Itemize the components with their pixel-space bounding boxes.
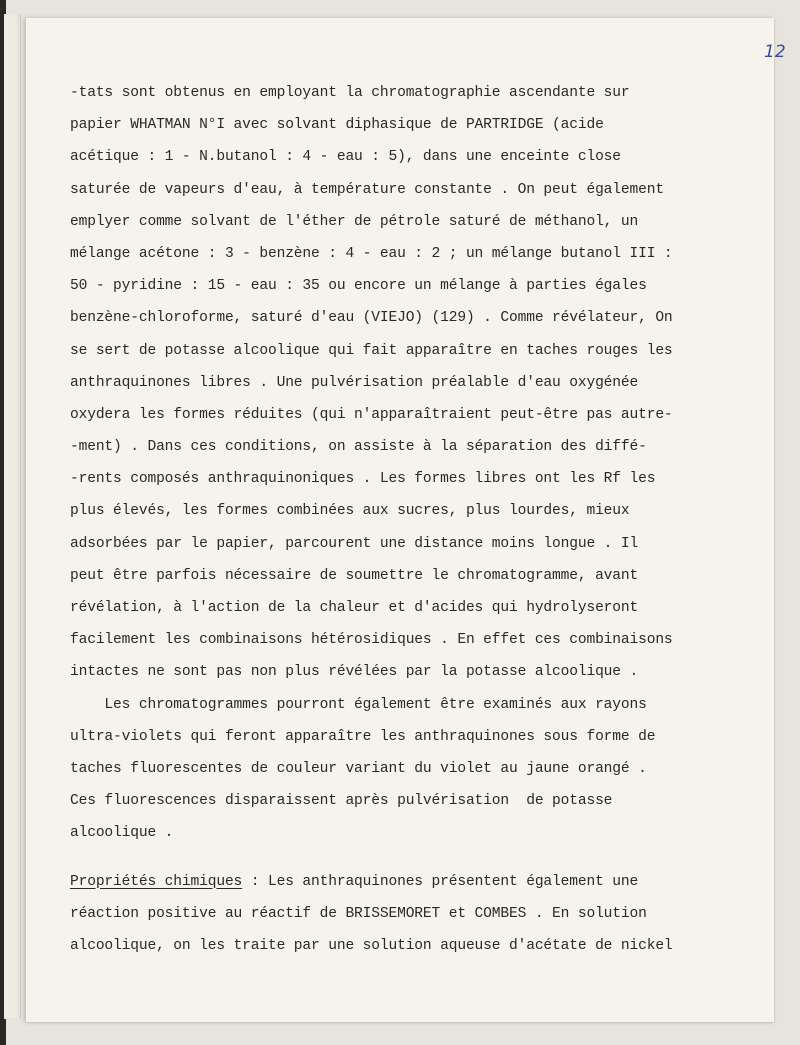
text-line: peut être parfois nécessaire de soumettre le chromatogramme, avant <box>70 567 639 584</box>
section-first-line-text: : Les anthraquinones présentent également une <box>242 873 639 890</box>
paragraph-gap <box>70 850 750 866</box>
text-line: alcoolique . <box>70 825 174 842</box>
text-line: réaction positive au réactif de BRISSEMORET et COMBES . En solution <box>70 905 647 922</box>
text-line: -ment) . Dans ces conditions, on assiste à la séparation des diffé- <box>70 439 647 456</box>
text-line: adsorbées par le papier, parcourent une distance moins longue . Il <box>70 535 639 552</box>
text-line: intactes ne sont pas non plus révélées par la potasse alcoolique . <box>70 664 639 681</box>
paragraph-1 <box>70 77 750 689</box>
text-line: emplyer comme solvant de l'éther de pétrole saturé de méthanol, un <box>70 213 639 230</box>
paragraph-2 <box>70 689 750 850</box>
page-number: 12 <box>764 42 786 62</box>
text-line: mélange acétone : 3 - benzène : 4 - eau : 2 ; un mélange butanol III : <box>70 245 673 262</box>
text-line: 50 - pyridine : 15 - eau : 35 ou encore un mélange à parties égales <box>70 278 647 295</box>
text-line: anthraquinones libres . Une pulvérisation préalable d'eau oxygénée <box>70 374 639 391</box>
text-line: papier WHATMAN N°I avec solvant diphasique de PARTRIDGE (acide <box>70 117 604 134</box>
text-line: -rents composés anthraquinoniques . Les formes libres ont les Rf les <box>70 471 656 488</box>
text-line: se sert de potasse alcoolique qui fait apparaître en taches rouges les <box>70 342 673 359</box>
section-heading-line <box>70 866 750 898</box>
text-line: benzène-chloroforme, saturé d'eau (VIEJO) (129) . Comme révélateur, On <box>70 310 673 327</box>
text-line: taches fluorescentes de couleur variant du violet au jaune orangé . <box>70 760 647 777</box>
text-line: Les chromatogrammes pourront également être examinés aux rayons <box>70 696 647 713</box>
text-line: ultra-violets qui feront apparaître les anthraquinones sous forme de <box>70 728 656 745</box>
text-line: saturée de vapeurs d'eau, à température constante . On peut également <box>70 181 664 198</box>
text-line: Ces fluorescences disparaissent après pulvérisation de potasse <box>70 793 613 810</box>
section-title: Propriétés chimiques <box>70 873 243 890</box>
text-line: plus élevés, les formes combinées aux sucres, plus lourdes, mieux <box>70 503 630 520</box>
text-line: -tats sont obtenus en employant la chromatographie ascendante sur <box>70 85 630 101</box>
text-line: alcoolique, on les traite par une solution aqueuse d'acétate de nickel <box>70 937 673 954</box>
text-line: facilement les combinaisons hétérosidiques . En effet ces combinaisons <box>70 632 673 649</box>
typed-text-body <box>70 77 750 962</box>
section-chemical-properties <box>70 866 750 963</box>
previous-page-edge <box>4 14 21 1019</box>
text-line: révélation, à l'action de la chaleur et d'acides qui hydrolyseront <box>70 600 639 616</box>
text-line: oxydera les formes réduites (qui n'apparaîtraient peut-être pas autre- <box>70 406 673 423</box>
text-line: acétique : 1 - N.butanol : 4 - eau : 5), dans une enceinte close <box>70 149 621 166</box>
